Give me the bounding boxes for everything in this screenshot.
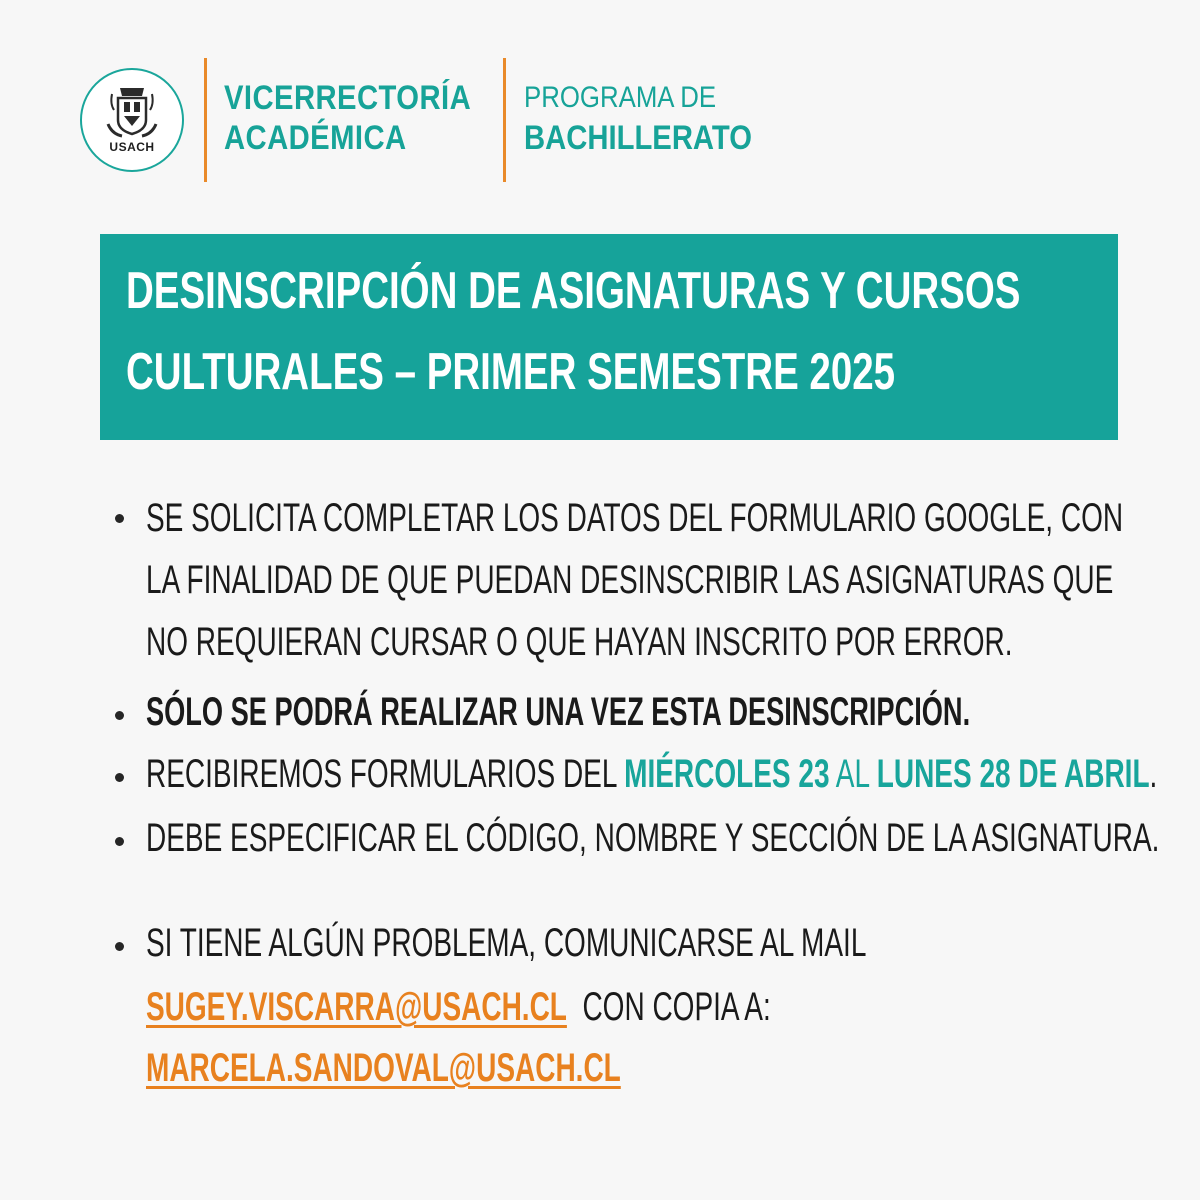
email-link-marcela[interactable]: MARCELA.SANDOVAL@USACH.CL [146, 1046, 621, 1090]
header-divider [204, 58, 207, 182]
banner-title-line-1: DESINSCRIPCIÓN DE ASIGNATURAS Y CURSOS [126, 262, 1021, 320]
logo-label: USACH [109, 140, 155, 154]
bullet-5-line-1: SI TIENE ALGÚN PROBLEMA, COMUNICARSE AL MAIL [146, 921, 867, 965]
date-connector: AL [829, 752, 877, 796]
usach-logo [80, 68, 184, 172]
bullet-2: SÓLO SE PODRÁ REALIZAR UNA VEZ ESTA DESINSCRIPCIÓN. [146, 690, 971, 734]
bullet-dot-icon [115, 711, 124, 720]
bullet-dot-icon [115, 773, 124, 782]
bullet-1-line-1: SE SOLICITA COMPLETAR LOS DATOS DEL FORMULARIO GOOGLE, CON [146, 496, 1124, 540]
header [78, 58, 798, 182]
bullet-3-suffix: . [1149, 752, 1158, 796]
copy-label: CON COPIA A: [566, 985, 771, 1029]
bullet-dot-icon [115, 942, 124, 951]
bullet-3-prefix: RECIBIREMOS FORMULARIOS DEL [146, 752, 625, 796]
bullet-dot-icon [115, 837, 124, 846]
bullet-3 [146, 751, 1157, 797]
date-end: LUNES 28 DE ABRIL [876, 752, 1150, 796]
email-link-sugey[interactable]: SUGEY.VISCARRA@USACH.CL [146, 985, 567, 1029]
bullet-dot-icon [115, 514, 124, 523]
bullet-5-line-3 [146, 1045, 621, 1091]
bullet-1-line-3: NO REQUIERAN CURSAR O QUE HAYAN INSCRITO POR ERROR. [146, 620, 1013, 664]
header-divider [503, 58, 506, 182]
program-line-2: BACHILLERATO [524, 119, 752, 157]
usach-crest-icon [82, 70, 182, 170]
date-start: MIÉRCOLES 23 [624, 752, 830, 796]
bullet-5-line-2 [146, 984, 771, 1030]
banner-title-line-2: CULTURALES – PRIMER SEMESTRE 2025 [126, 343, 896, 401]
program-line-1: PROGRAMA DE [524, 81, 717, 114]
vice-line-2: ACADÉMICA [224, 119, 407, 157]
title-banner [100, 234, 1118, 440]
bullet-1-line-2: LA FINALIDAD DE QUE PUEDAN DESINSCRIBIR LAS ASIGNATURAS QUE [146, 558, 1114, 602]
vice-line-1: VICERRECTORÍA [224, 79, 472, 117]
vicerrectoria-title [224, 78, 471, 158]
bullet-4: DEBE ESPECIFICAR EL CÓDIGO, NOMBRE Y SECCIÓN DE LA ASIGNATURA. [146, 816, 1160, 860]
